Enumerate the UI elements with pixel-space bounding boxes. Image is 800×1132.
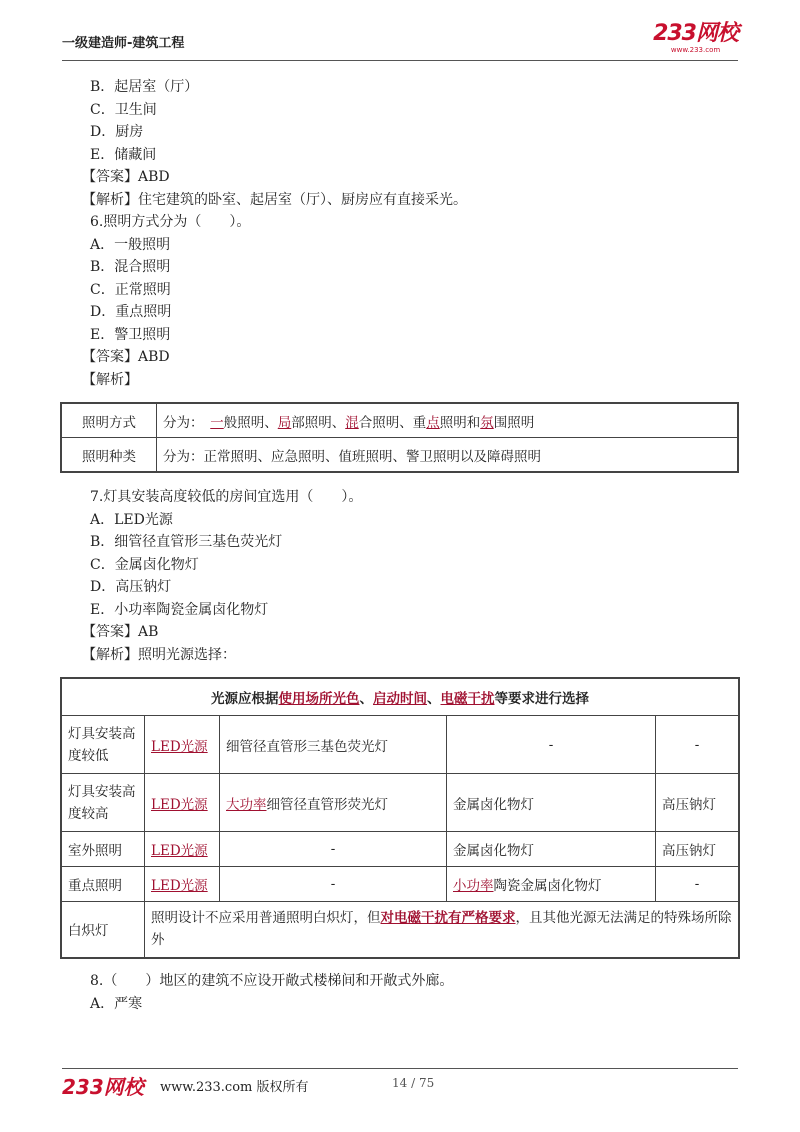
table-row (61, 832, 739, 867)
row-label: 照明方式 (61, 403, 157, 438)
cell: 高压钠灯 (656, 832, 740, 867)
row-label: 白炽灯 (61, 902, 145, 958)
cell: LED光源 (145, 716, 220, 774)
question-7 (82, 486, 730, 666)
cell: 照明设计不应采用普通照明白炽灯，但对电磁干扰有严格要求，且其他光源无法满足的特殊场所除外 (145, 902, 740, 958)
header-title: 一级建造师-建筑工程 (62, 36, 185, 51)
table-row (61, 438, 738, 473)
option: C．卫生间 (90, 101, 157, 118)
row-text: 分为：正常照明、应急照明、值班照明、警卫照明以及障碍照明 (157, 438, 739, 473)
option: C．金属卤化物灯 (90, 556, 199, 573)
option: C．正常照明 (90, 281, 171, 298)
option: A．一般照明 (90, 236, 171, 253)
cell: - (656, 867, 740, 902)
table-row (61, 774, 739, 832)
question-stem: 7.灯具安装高度较低的房间宜选用（ ）。 (90, 489, 363, 505)
footer-site: www.233.com 版权所有 (160, 1080, 309, 1095)
page-content (82, 76, 730, 391)
row-text: 分为： 一般照明、局部照明、混合照明、重点照明和氛围照明 (157, 403, 739, 438)
analysis: 【解析】照明光源选择： (82, 646, 236, 663)
option: D．重点照明 (90, 304, 172, 320)
cell: - (447, 716, 656, 774)
cell: 小功率陶瓷金属卤化物灯 (447, 867, 656, 902)
row-label: 室外照明 (61, 832, 145, 867)
cell: 细管径直管形三基色荧光灯 (220, 716, 447, 774)
row-label: 照明种类 (61, 438, 157, 473)
footer-logo[interactable]: 233网校 (62, 1075, 144, 1099)
cell: LED光源 (145, 774, 220, 832)
option: E．小功率陶瓷金属卤化物灯 (90, 601, 269, 618)
row-label: 灯具安装高度较低 (61, 716, 145, 774)
cell: - (220, 867, 447, 902)
option: B．起居室（厅） (90, 79, 199, 95)
answer: 【答案】AB (82, 624, 159, 640)
logo-text: 233网校 (653, 21, 738, 46)
brand-logo[interactable] (653, 22, 738, 54)
question-stem: 8.（ ）地区的建筑不应设开敞式楼梯间和开敞式外廊。 (90, 973, 454, 989)
option: A．LED光源 (90, 511, 173, 528)
question-8 (90, 970, 730, 1015)
table-header-row (61, 678, 739, 716)
analysis: 【解析】住宅建筑的卧室、起居室（厅）、厨房应有直接采光。 (82, 191, 467, 208)
option: D．厨房 (90, 124, 144, 140)
row-label: 灯具安装高度较高 (61, 774, 145, 832)
cell: 金属卤化物灯 (447, 832, 656, 867)
page-number: 14 / 75 (392, 1076, 435, 1090)
option: D．高压钠灯 (90, 579, 172, 595)
page-footer (62, 1068, 738, 1099)
table-row (61, 902, 739, 958)
question-stem: 6.照明方式分为（ ）。 (90, 214, 251, 230)
table-row (61, 403, 738, 438)
analysis: 【解析】 (82, 371, 138, 388)
cell: - (656, 716, 740, 774)
cell: 大功率细管径直管形荧光灯 (220, 774, 447, 832)
cell: LED光源 (145, 867, 220, 902)
cell: - (220, 832, 447, 867)
logo-url: www.233.com (670, 46, 721, 54)
table-header: 光源应根据使用场所光色、启动时间、电磁干扰等要求进行选择 (61, 678, 739, 716)
page-header (62, 22, 738, 61)
table-row (61, 716, 739, 774)
option: E．储藏间 (90, 146, 157, 163)
cell: LED光源 (145, 832, 220, 867)
option: A．严寒 (90, 995, 143, 1012)
table-row (61, 867, 739, 902)
option: E．警卫照明 (90, 326, 171, 343)
option: B．细管径直管形三基色荧光灯 (90, 534, 283, 550)
answer: 【答案】ABD (82, 349, 170, 365)
row-label: 重点照明 (61, 867, 145, 902)
lighting-mode-table (60, 402, 739, 473)
cell: 金属卤化物灯 (447, 774, 656, 832)
option: B．混合照明 (90, 259, 171, 275)
light-source-table (60, 677, 740, 959)
answer: 【答案】ABD (82, 169, 170, 185)
cell: 高压钠灯 (656, 774, 740, 832)
